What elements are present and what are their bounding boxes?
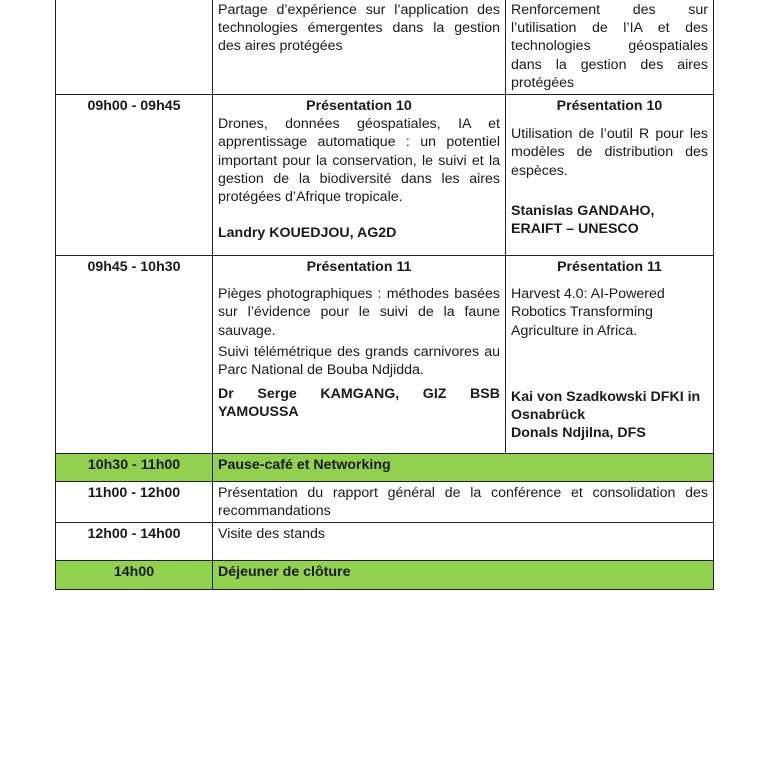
speaker-name: Stanislas GANDAHO,: [511, 202, 655, 219]
speaker-affiliation: ERAIFT – UNESCO: [511, 221, 639, 238]
session-description-left: Partage d’expérience sur l’application des technologies émergentes dans la gestion des aires protégées: [213, 0, 506, 95]
presentation-title: Présentation 10: [306, 98, 412, 115]
presentation-description: Harvest 4.0: AI-Powered Robotics Transforming Agriculture in Africa.: [511, 286, 665, 339]
presentation-title: Présentation 10: [556, 98, 663, 115]
presentation-description: Utilisation de l’outil R pour les modèles de distribution des espèces.: [511, 126, 708, 179]
table-row: [56, 0, 714, 95]
table-row: [56, 482, 714, 523]
time-cell: 09h45 - 10h30: [56, 256, 213, 454]
table-row: [56, 561, 714, 590]
table-row: [56, 95, 714, 256]
presentation-cell-left: [213, 256, 506, 454]
program-table: [55, 0, 714, 590]
time-cell: 12h00 - 14h00: [56, 523, 213, 561]
presentation-description: Drones, données géospatiales, IA et apprentissage automatique : un potentiel important pour la conservation, le suivi et la gestion de la biodiversité dans les aires protégées d’Afrique tropicale.: [218, 116, 500, 206]
session-description-right: Renforcement des sur l’utilisation de l’IA et des technologies géospatiales dans la gestion des aires protégées: [506, 0, 714, 95]
table-row: [56, 523, 714, 561]
speaker-name-2: Donals Ndjilna, DFS: [511, 425, 646, 442]
presentation-cell-left: [213, 95, 506, 256]
session-label: Déjeuner de clôture: [213, 561, 714, 590]
speaker-name: Kai von Szadkowski DFKI in Osnabrück: [511, 388, 701, 424]
session-label: Présentation du rapport général de la conférence et consolidation des recommandations: [213, 482, 714, 523]
presentation-cell-right: [506, 95, 714, 256]
time-cell: 14h00: [56, 561, 213, 590]
presentation-cell-right: [506, 256, 714, 454]
speaker-name: Landry KOUEDJOU, AG2D: [218, 225, 397, 242]
table-row: [56, 454, 714, 482]
presentation-title: Présentation 11: [557, 259, 662, 276]
break-label: Pause-café et Networking: [213, 454, 714, 482]
time-cell: 09h00 - 09h45: [56, 95, 213, 256]
time-cell: [56, 0, 213, 95]
presentation-description: Pièges photographiques : méthodes basées sur l’évidence pour le suivi de la faune sauvage.: [218, 286, 500, 339]
speaker-name: Dr Serge KAMGANG, GIZ BSB YAMOUSSA: [218, 386, 500, 421]
presentation-title: Présentation 11: [306, 259, 412, 276]
session-label: Visite des stands: [213, 523, 714, 561]
table-row: [56, 256, 714, 454]
presentation-description-2: Suivi télémétrique des grands carnivores au Parc National de Bouba Ndjidda.: [218, 343, 500, 379]
time-cell: 10h30 - 11h00: [56, 454, 213, 482]
time-cell: 11h00 - 12h00: [56, 482, 213, 523]
